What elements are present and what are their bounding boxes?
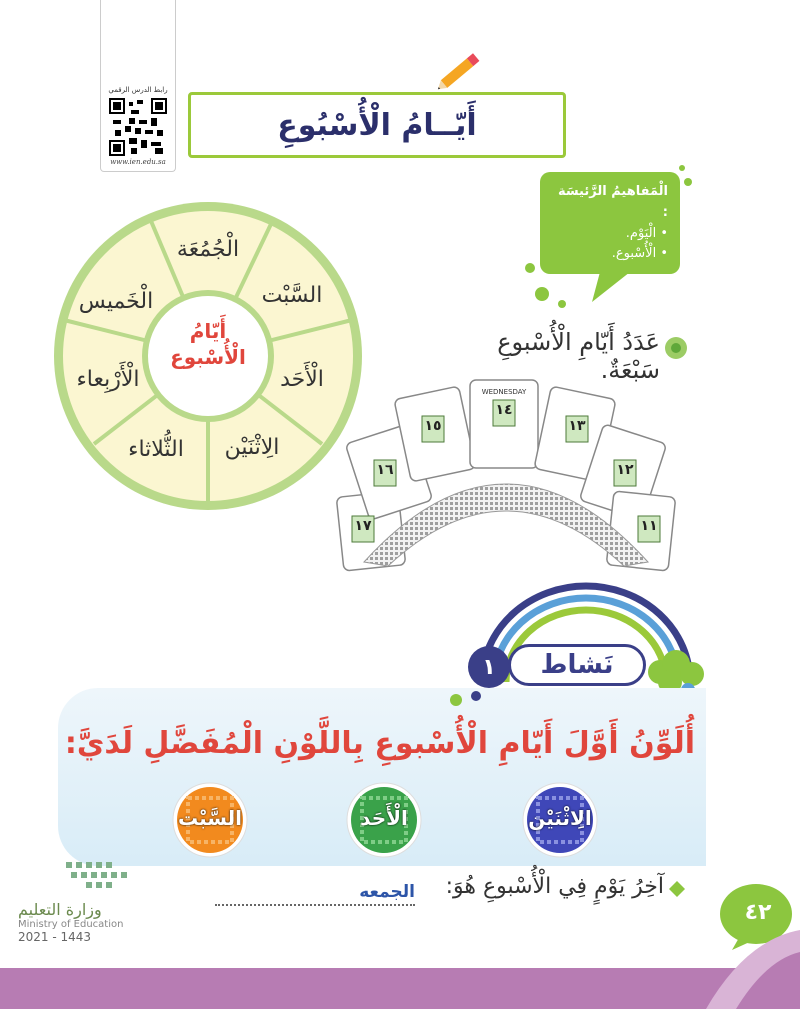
- concept-item-week: • الْأُسْبوع.: [611, 246, 668, 262]
- wheel-day-saturday: السَّبْت: [261, 283, 323, 308]
- badge-sunday-label: الْأَحَد: [360, 806, 408, 830]
- wheel-day-thursday: الْخَميس: [78, 289, 154, 314]
- qr-card: [100, 0, 176, 172]
- ministry-name-ar: وزارة التعليم: [18, 900, 102, 919]
- last-day-question: آخِرُ يَوْمٍ فِي الْأُسْبوعِ هُوَ:: [445, 874, 664, 899]
- qr-label: رابط الدرس الرقمي: [108, 86, 168, 94]
- wheel-center-line1: أَيّامُ: [189, 319, 227, 343]
- calendar-fan-illustration: [334, 366, 678, 574]
- lesson-title-box: [188, 92, 566, 158]
- green-flower-bullet-icon: [664, 336, 688, 360]
- activity-instruction: أُلَوِّنُ أَوَّلَ أَيّامِ الْأُسْبوعِ بِاللَّوْنِ الْمُفَضَّلِ لَدَيَّ:: [64, 726, 696, 761]
- calendar-number: ١٥: [424, 418, 442, 434]
- activity-label: نَشاط: [508, 644, 646, 686]
- activity-number-badge: ١: [468, 646, 510, 688]
- calendar-number: ١٣: [568, 418, 586, 434]
- key-concepts: [540, 172, 680, 272]
- week-count-sentence: عَدَدُ أَيّامِ الْأُسْبوعِ سَبْعَةٌ.: [497, 328, 660, 384]
- ministry-name-en: Ministry of Education: [18, 919, 124, 930]
- calendar-number: ١١: [640, 518, 658, 534]
- wheel-day-sunday: الْأَحَد: [280, 367, 324, 392]
- wheel-center: [148, 318, 268, 370]
- badge-monday-label: الِاثْنَيْن: [528, 806, 592, 830]
- footer-band: [0, 968, 800, 1009]
- wheel-day-monday: الِاثْنَيْن: [224, 435, 280, 460]
- ministry-logo-icon: [60, 858, 140, 892]
- wheel-day-friday: الْجُمُعَة: [176, 237, 240, 262]
- calendar-number: ١٦: [376, 462, 394, 478]
- wheel-center-line2: الْأُسْبوع: [170, 345, 246, 369]
- calendar-day-en: WEDNESDAY: [481, 388, 527, 396]
- page-number: ٤٢: [744, 900, 772, 925]
- diamond-bullet-icon: [668, 880, 686, 898]
- last-day-answer-field[interactable]: الجمعه: [215, 882, 415, 906]
- ministry-year: 2021 - 1443: [18, 930, 92, 944]
- wheel-day-tuesday: الثُّلاثاء: [128, 437, 184, 462]
- concepts-heading: الْمَفاهيمُ الرَّئيسَة :: [557, 184, 668, 220]
- days-of-week-wheel: [52, 200, 364, 512]
- footer-swoosh: [706, 930, 800, 1009]
- qr-code-icon[interactable]: [109, 98, 167, 156]
- sparkle-icon: [446, 688, 486, 712]
- qr-url[interactable]: www.ien.edu.sa: [110, 158, 166, 166]
- page-title: أَيّــامُ الْأُسْبُوعِ: [277, 107, 477, 143]
- day-color-options: [60, 780, 700, 860]
- badge-saturday-label: السَّبْت: [177, 806, 243, 830]
- wheel-day-wednesday: الْأَرْبِعاء: [76, 367, 140, 392]
- calendar-number: ١٧: [354, 518, 372, 534]
- calendar-number: ١٤: [495, 402, 513, 418]
- ministry-block: [18, 900, 138, 944]
- calendar-number: ١٢: [616, 462, 634, 478]
- concept-item-day: • الْيَوْم.: [625, 225, 668, 241]
